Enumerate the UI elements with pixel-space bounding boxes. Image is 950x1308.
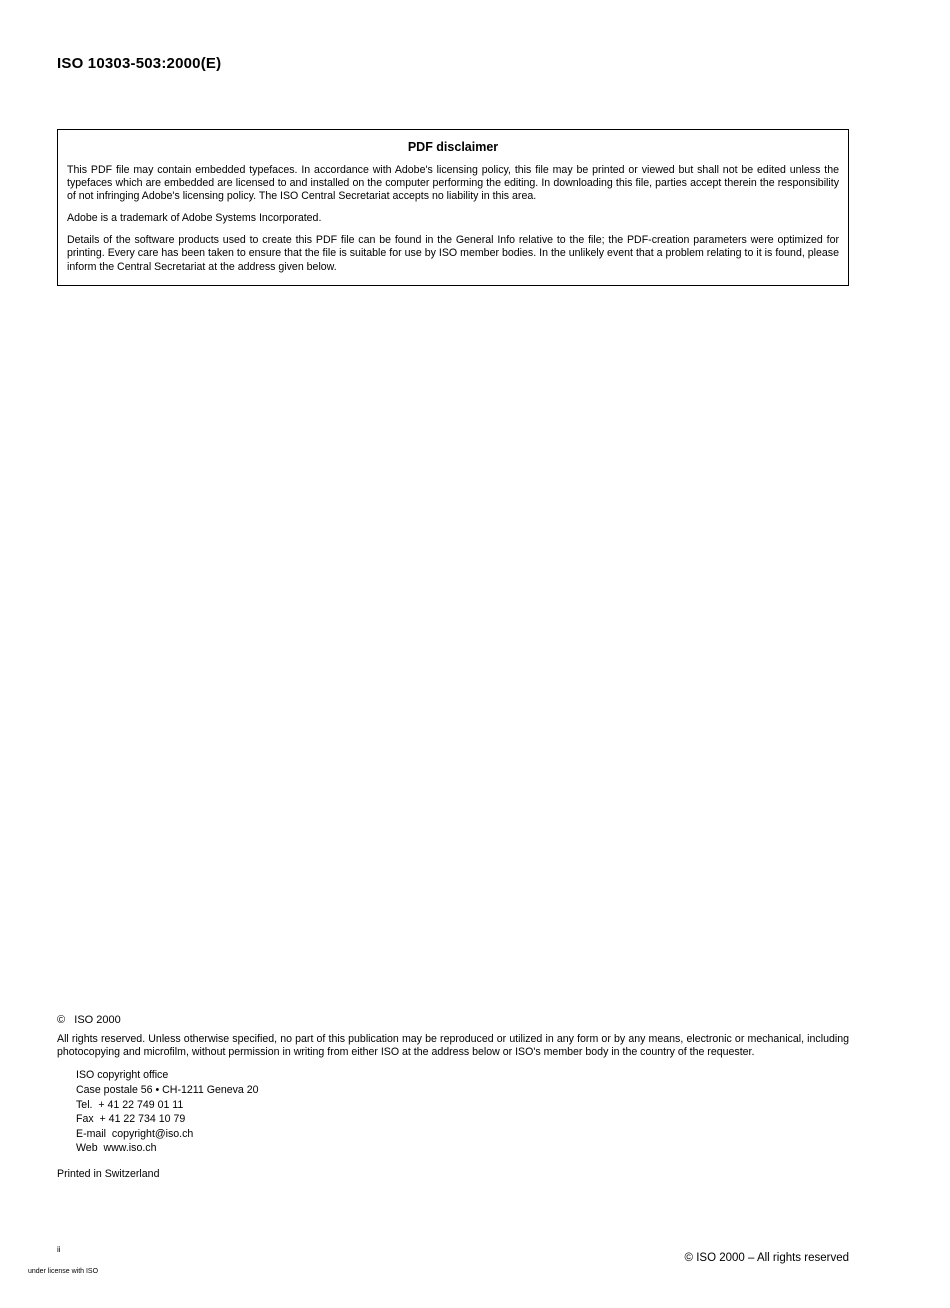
- disclaimer-title: PDF disclaimer: [407, 140, 499, 154]
- rights-reserved-text: All rights reserved. Unless otherwise specified, no part of this publication may be reproduced or utilized in any form or by any means, electronic or mechanical, including photocopying and microfilm, without permission in writing from either ISO at the address below or ISO's member body in the country of the requester.: [57, 1033, 849, 1059]
- address-postal-line: Case postale 56 • CH-1211 Geneva 20: [76, 1084, 259, 1096]
- pdf-disclaimer-box: [57, 129, 849, 286]
- disclaimer-paragraph-3: Details of the software products used to create this PDF file can be found in the General Info relative to the file; the PDF-creation parameters were optimized for printing. Every care has been taken to ensure that the file is suitable for use by ISO member bodies. In the unlikely event that a problem relating to it is found, please inform the Central Secretariat at the address given below.: [67, 234, 839, 273]
- address-tel-line: Tel. + 41 22 749 01 11: [76, 1098, 184, 1111]
- copyright-section: [57, 1014, 849, 1180]
- disclaimer-paragraph-1: This PDF file may contain embedded typefaces. In accordance with Adobe's licensing policy, this file may be printed or viewed but shall not be edited unless the typefaces which are embedded are licensed to and installed on the computer performing the editing. In downloading this file, parties accept therein the responsibility of not infringing Adobe's licensing policy. The ISO Central Secretariat accepts no liability in this area.: [67, 164, 839, 203]
- address-email-line: E-mail copyright@iso.ch: [76, 1127, 194, 1140]
- address-fax-line: Fax + 41 22 734 10 79: [76, 1113, 186, 1126]
- address-office-line: ISO copyright office: [76, 1069, 169, 1082]
- disclaimer-paragraph-2: Adobe is a trademark of Adobe Systems Incorporated.: [67, 212, 322, 225]
- page-title: ISO 10303-503:2000(E): [57, 55, 222, 72]
- iso-address-block: [76, 1068, 849, 1156]
- address-web-line: Web www.iso.ch: [76, 1142, 157, 1155]
- copyright-symbol-line: © ISO 2000: [57, 1014, 121, 1026]
- page-number: ii: [57, 1245, 61, 1254]
- printed-in-switzerland: Printed in Switzerland: [57, 1167, 160, 1180]
- footer-copyright: © ISO 2000 – All rights reserved: [684, 1252, 849, 1264]
- license-note: under license with ISO: [28, 1268, 99, 1275]
